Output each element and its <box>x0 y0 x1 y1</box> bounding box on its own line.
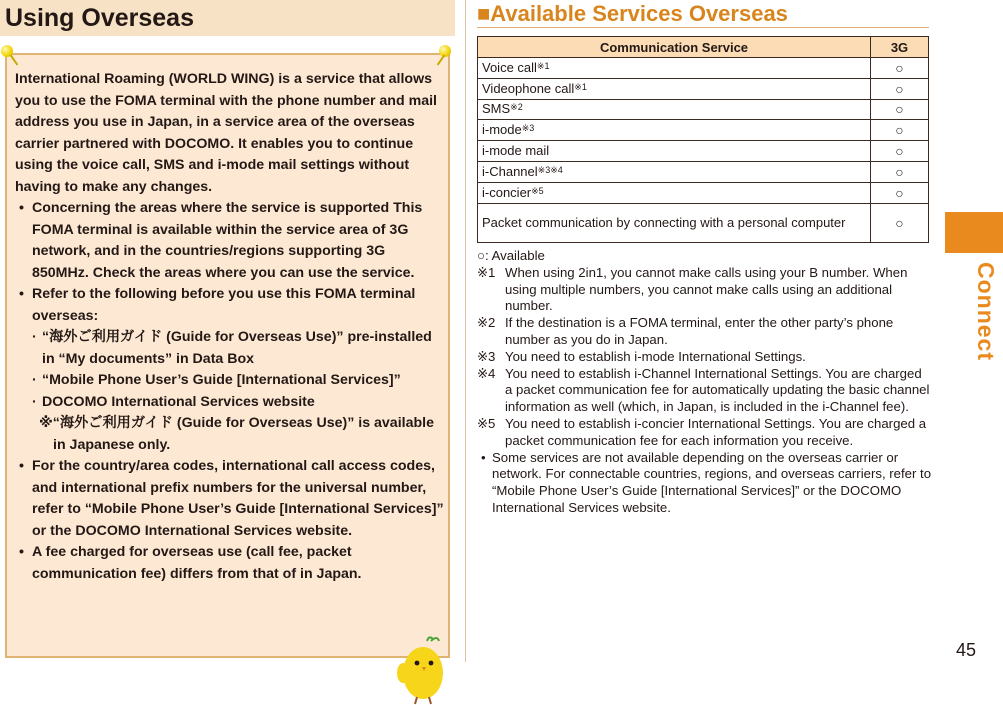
note-bullet-text: Some services are not available depending on the overseas carrier or network. For connectable countries, regions, and overseas carriers, refer to “Mobile Phone User’s Guide [International Services]” or the DOCOMO International Services website. <box>492 449 932 515</box>
reference-note: ※“海外ご利用ガイド (Guide for Overseas Use)” is available in Japanese only. <box>39 415 434 453</box>
column-header: Communication Service <box>478 37 871 58</box>
footnote-text: If the destination is a FOMA terminal, enter the other party’s phone number as you do in Japan. <box>505 315 894 347</box>
bullet-country-codes: • For the country/area codes, international call access codes, and international prefix numbers for the universal number, refer to “Mobile Phone User’s Guide [International Services]” or the DOCOMO International Services website. <box>15 456 445 542</box>
service-name: SMS <box>482 101 511 117</box>
availability-mark: ○ <box>871 141 929 162</box>
service-cell <box>478 78 871 99</box>
service-cell <box>478 161 871 182</box>
table-row <box>478 99 929 120</box>
chick-mascot-icon <box>395 633 447 705</box>
footnote-text: You need to establish i-Channel International Settings. You are charged a packet communication fee for automatically updating the basic channel information as well (which, in Japan, is included in the i-Channel fee). <box>505 365 930 415</box>
reference-item: · DOCOMO International Services website <box>15 392 445 414</box>
availability-mark: ○ <box>871 182 929 203</box>
reference-item: · “海外ご利用ガイド (Guide for Overseas Use)” pre-installed in “My documents” in Data Box <box>15 327 445 370</box>
column-header: 3G <box>871 37 929 58</box>
availability-mark: ○ <box>871 161 929 182</box>
footnote-text: When using 2in1, you cannot make calls using your B number. When using multiple numbers, you cannot make calls using an additional number. <box>505 264 908 314</box>
chapter-label: Connect <box>973 262 999 361</box>
bullet-service-areas: • Concerning the areas where the service is supported This FOMA terminal is available within the service area of 3G network, and in the countries/regions supporting 3G 850MHz. Check the areas where you can use the service. <box>15 198 445 284</box>
legend: ○: Available <box>477 248 545 263</box>
note-box <box>5 53 450 658</box>
footnote-key: ※5 <box>477 415 496 431</box>
footnote-key: ※4 <box>477 365 496 381</box>
footnote-key: ※3 <box>477 348 496 364</box>
service-name: Videophone call <box>482 80 575 96</box>
service-cell <box>478 141 871 162</box>
service-cell <box>478 203 871 242</box>
pushpin-icon <box>437 55 446 66</box>
intro-paragraph: International Roaming (WORLD WING) is a service that allows you to use the FOMA terminal with the phone number and mail address you use in Japan, in a service area of the overseas carrier partnered with DOCOMO. It enables you to continue using the voice call, SMS and i-mode mail settings without having to make any changes. <box>15 71 437 195</box>
table-row <box>478 120 929 141</box>
footnote <box>477 349 932 366</box>
service-name: i-concier <box>482 184 532 200</box>
service-name: Packet communication by connecting with a personal computer <box>482 214 846 230</box>
section-title: Using Overseas <box>5 4 194 32</box>
table-header-row <box>478 37 929 58</box>
footnote <box>477 265 932 315</box>
footnote-text: You need to establish i-mode International Settings. <box>505 348 806 364</box>
table-row <box>478 203 929 242</box>
section-header-bar <box>0 0 455 36</box>
availability-mark: ○ <box>871 120 929 141</box>
heading-rule <box>477 27 929 28</box>
footnote-ref: ※1 <box>536 60 550 71</box>
chapter-tab <box>945 212 1003 374</box>
footnote <box>477 315 932 349</box>
service-name: i-mode mail <box>482 143 550 159</box>
footnote <box>477 366 932 416</box>
availability-mark: ○ <box>871 99 929 120</box>
service-cell <box>478 182 871 203</box>
service-cell <box>478 58 871 79</box>
table-row <box>478 182 929 203</box>
bullet-dot: • <box>481 449 486 465</box>
services-table <box>477 36 929 243</box>
footnote-ref: ※1 <box>574 81 587 92</box>
service-name: i-Channel <box>482 163 538 179</box>
pushpin-icon <box>10 55 19 66</box>
table-row <box>478 141 929 162</box>
availability-mark: ○ <box>871 203 929 242</box>
footnote-ref: ※5 <box>531 185 544 196</box>
footnote-ref: ※3 <box>521 123 535 134</box>
services-heading: ■Available Services Overseas <box>477 1 788 26</box>
footnote-key: ※2 <box>477 315 496 331</box>
footnote-key: ※1 <box>477 264 496 280</box>
availability-mark: ○ <box>871 58 929 79</box>
table-row <box>478 161 929 182</box>
bullet-references: • Refer to the following before you use this FOMA terminal overseas: <box>15 284 445 327</box>
note-text <box>15 69 445 585</box>
column-divider <box>465 0 466 662</box>
table-row <box>478 78 929 99</box>
page-number: 45 <box>956 640 977 660</box>
service-name: i-mode <box>482 122 522 138</box>
service-name: Voice call <box>482 59 537 75</box>
footnote <box>477 416 932 450</box>
reference-item: · “Mobile Phone User’s Guide [International Services]” <box>15 370 445 392</box>
note-bullet <box>477 450 932 517</box>
availability-mark: ○ <box>871 78 929 99</box>
footnote-ref: ※2 <box>510 102 523 113</box>
footnote-text: You need to establish i-concier International Settings. You are charged a packet communication fee for each information you receive. <box>505 415 927 448</box>
tab-strip <box>945 212 1003 253</box>
footnotes <box>477 248 932 517</box>
bullet-fees: • A fee charged for overseas use (call fee, packet communication fee) differs from that of in Japan. <box>15 542 390 585</box>
service-cell <box>478 99 871 120</box>
footnote-ref: ※3※4 <box>537 164 563 175</box>
service-cell <box>478 120 871 141</box>
table-row <box>478 58 929 79</box>
